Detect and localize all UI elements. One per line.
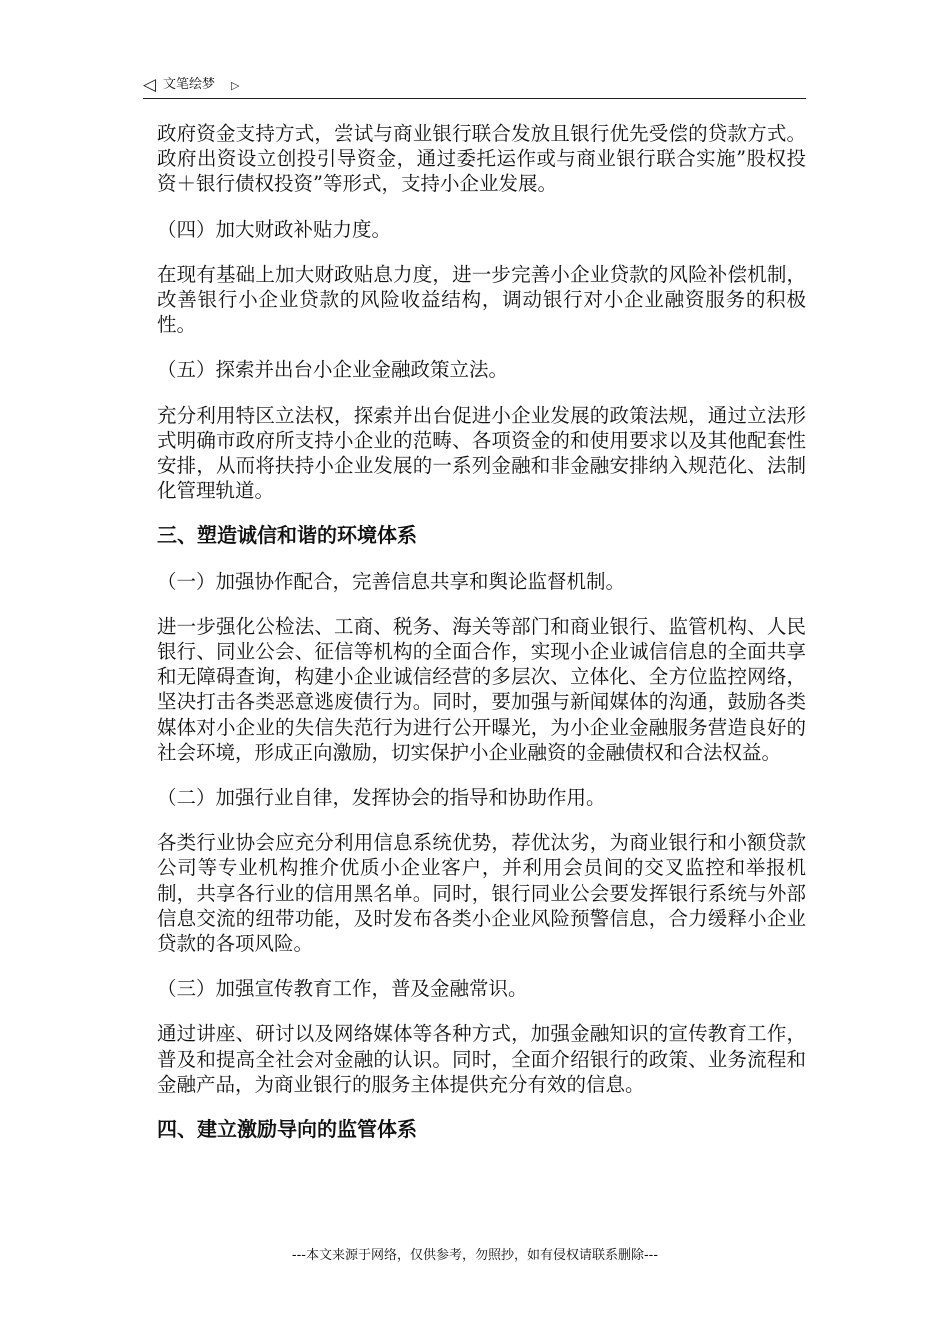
subsection-heading: （一）加强协作配合，完善信息共享和舆论监督机制。 (157, 569, 626, 593)
subsection-heading: （三）加强宣传教育工作，普及金融常识。 (157, 977, 528, 1001)
subsection-heading: （四）加大财政补贴力度。 (157, 217, 392, 241)
paragraph: 进一步强化公检法、工商、税务、海关等部门和商业银行、监管机构、人民银行、同业公会、征信等机构的全面合作，实现小企业诚信信息的全面共享和无障碍查询，构建小企业诚信经营的多层次、立体化、全方位监控网络，坚决打击各类恶意逃废债行为。同时，要加强与新闻媒体的沟通，鼓励各类媒体对小企业的失信失范行为进行公开曝光，为小企业金融服务营造良好的社会环境，形成正向激励，切实保护小企业融资的金融债权和合法权益。 (157, 614, 806, 764)
page-header (143, 76, 806, 99)
section-heading: 三、塑造诚信和谐的环境体系 (157, 523, 417, 548)
paragraph: 通过讲座、研讨以及网络媒体等各种方式，加强金融知识的宣传教育工作，普及和提高全社会对金融的认识。同时，全面介绍银行的政策、业务流程和金融产品，为商业银行的服务主体提供充分有效的信息。 (157, 1022, 806, 1096)
page-footer: ---本文来源于网络，仅供参考，勿照抄，如有侵权请联系删除--- (291, 1248, 659, 1263)
document-body (157, 121, 806, 1142)
triangle-right-icon: ▷ (231, 79, 240, 92)
subsection-heading: （五）探索并出台小企业金融政策立法。 (157, 358, 509, 382)
section-heading: 四、建立激励导向的监管体系 (157, 1117, 417, 1142)
paragraph: 在现有基础上加大财政贴息力度，进一步完善小企业贷款的风险补偿机制，改善银行小企业贷款的风险收益结构，调动银行对小企业融资服务的积极性。 (157, 262, 806, 337)
paragraph: 政府资金支持方式，尝试与商业银行联合发放且银行优先受偿的贷款方式。政府出资设立创投引导资金，通过委托运作或与商业银行联合实施”股权投资＋银行债权投资”等形式，支持小企业发展。 (157, 122, 806, 196)
paragraph: 各类行业协会应充分利用信息系统优势，荐优汰劣，为商业银行和小额贷款公司等专业机构推介优质小企业客户，并利用会员间的交叉监控和举报机制，共享各行业的信用黑名单。同时，银行同业公会要发挥银行系统与外部信息交流的纽带功能，及时发布各类小企业风险预警信息，合力缓释小企业贷款的各项风险。 (157, 831, 806, 956)
triangle-left-icon: ◁ (143, 75, 157, 95)
paragraph: 充分利用特区立法权，探索并出台促进小企业发展的政策法规，通过立法形式明确市政府所支持小企业的范畴、各项资金的和使用要求以及其他配套性安排，从而将扶持小企业发展的一系列金融和非金融安排纳入规范化、法制化管理轨道。 (157, 403, 806, 503)
subsection-heading: （二）加强行业自律，发挥协会的指导和协助作用。 (157, 786, 606, 810)
header-title: 文笔绘梦 (163, 77, 216, 92)
